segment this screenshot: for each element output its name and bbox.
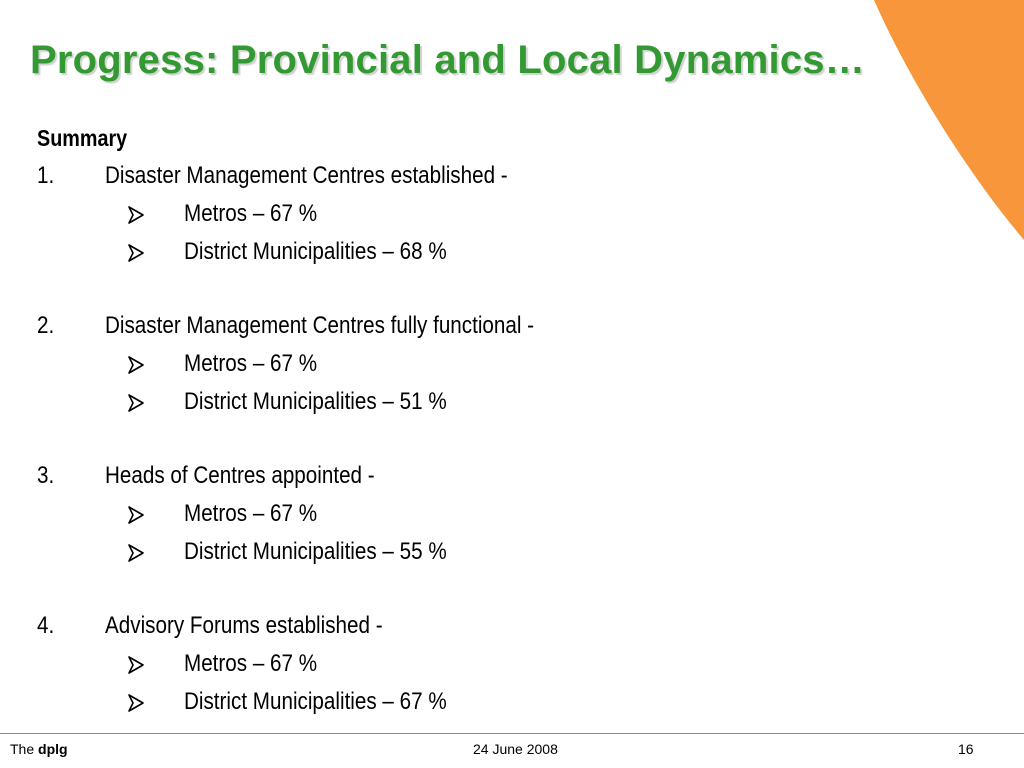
slide-title: Progress: Provincial and Local Dynamics…	[30, 38, 865, 82]
arrow-bullet-icon	[127, 506, 145, 524]
footer-brand-prefix: The	[10, 741, 35, 757]
arrow-bullet-icon	[127, 394, 145, 412]
footer-divider	[0, 733, 1024, 734]
sub-bullet	[0, 650, 900, 680]
arrow-bullet-icon	[127, 356, 145, 374]
arrow-bullet-icon	[127, 244, 145, 262]
sub-bullet	[0, 688, 900, 718]
sub-bullet-text: District Municipalities – 51 %	[184, 388, 447, 415]
sub-bullet	[0, 238, 900, 268]
arrow-bullet-icon	[127, 656, 145, 674]
sub-bullet-text: District Municipalities – 68 %	[184, 238, 447, 265]
arrow-bullet-icon	[127, 206, 145, 224]
item-number: 1.	[37, 162, 55, 189]
sub-bullet	[0, 350, 900, 380]
footer-date: 24 June 2008	[473, 741, 558, 757]
sub-bullet-text: Metros – 67 %	[184, 200, 318, 227]
sub-bullet	[0, 500, 900, 530]
sub-bullet-text: Metros – 67 %	[184, 500, 318, 527]
sub-bullet-text: District Municipalities – 67 %	[184, 688, 447, 715]
sub-bullet	[0, 200, 900, 230]
item-text: Advisory Forums established -	[105, 612, 383, 639]
footer-brand-name: dplg	[38, 741, 68, 757]
sub-bullet-text: Metros – 67 %	[184, 350, 318, 377]
sub-bullet	[0, 388, 900, 418]
item-number: 3.	[37, 462, 55, 489]
item-text: Disaster Management Centres established -	[105, 162, 508, 189]
arrow-bullet-icon	[127, 544, 145, 562]
page-number: 16	[958, 741, 974, 757]
summary-label: Summary	[37, 125, 128, 151]
sub-bullet-text: District Municipalities – 55 %	[184, 538, 447, 565]
sub-bullet	[0, 538, 900, 568]
item-text: Heads of Centres appointed -	[105, 462, 375, 489]
sub-bullet-text: Metros – 67 %	[184, 650, 318, 677]
footer-brand	[10, 741, 68, 757]
arrow-bullet-icon	[127, 694, 145, 712]
item-number: 4.	[37, 612, 55, 639]
item-text: Disaster Management Centres fully functional -	[105, 312, 535, 339]
item-number: 2.	[37, 312, 55, 339]
